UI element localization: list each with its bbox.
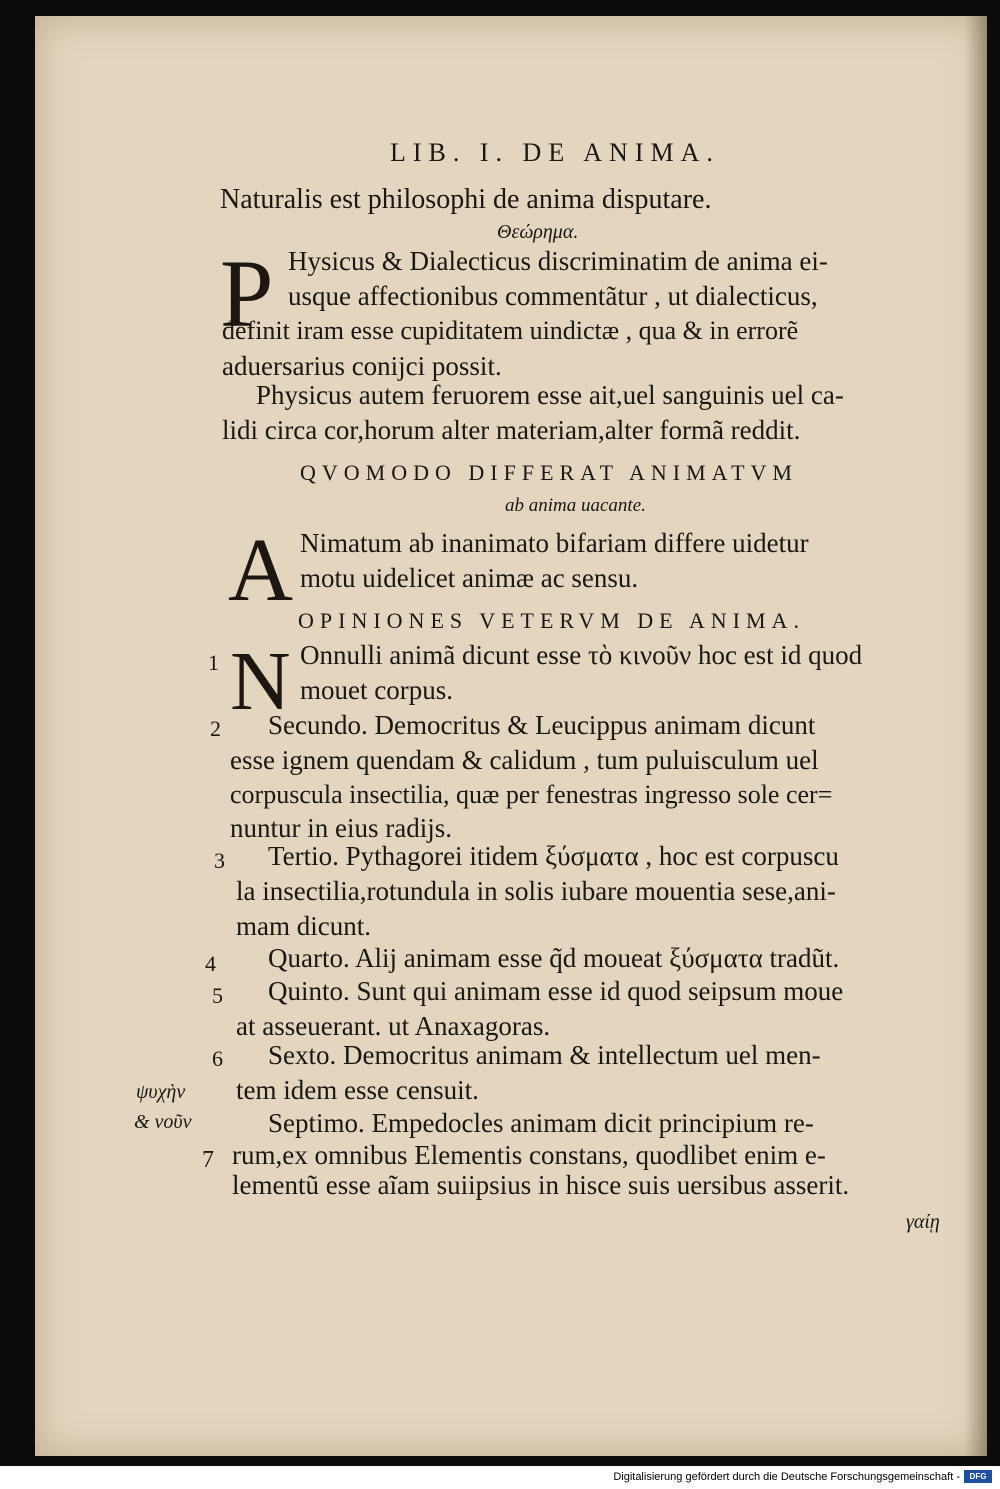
text-line: Quinto. Sunt qui animam esse id quod seipsum moue [268, 976, 844, 1006]
text-line: motu uidelicet animæ ac sensu. [300, 563, 639, 593]
text-line: lementũ esse aĩam suiipsius in hisce suis uersibus asserit. [232, 1170, 850, 1200]
text-line: aduersarius conijci possit. [222, 351, 502, 381]
dropcap-p: P [220, 240, 274, 347]
dfg-logo: DFG [964, 1470, 992, 1483]
section-title: OPINIONES VETERVM DE ANIMA. [298, 608, 805, 633]
text-line: lidi circa cor,horum alter materiam,alter formã reddit. [222, 415, 801, 445]
dropcap-a: A [228, 521, 293, 620]
line-number: 6 [212, 1046, 223, 1071]
text-line: Hysicus & Dialecticus discriminatim de anima ei- [288, 246, 828, 276]
text-line: usque affectionibus commentãtur , ut dialecticus, [288, 281, 818, 311]
text-line: corpuscula insectilia, quæ per fenestras ingresso sole cer= [230, 780, 833, 809]
section-heading: Naturalis est philosophi de anima disputare. [220, 184, 712, 215]
text-line: Quarto. Alij animam esse q̃d moueat ξύσματα tradũt. [268, 943, 840, 973]
text-line: Nimatum ab inanimato bifariam differe uidetur [300, 528, 809, 558]
line-number: 5 [212, 983, 223, 1008]
text-line: Sexto. Democritus animam & intellectum uel men- [268, 1040, 821, 1070]
catchword: γαίῃ [906, 1211, 940, 1233]
theorema-label: Θεώρημα. [497, 221, 579, 243]
running-header: LIB. I. DE ANIMA. [390, 138, 720, 167]
text-line: definit iram esse cupiditatem uindictæ , qua & in errorẽ [222, 316, 799, 345]
text-line: Tertio. Pythagorei itidem ξύσματα , hoc est corpuscu [268, 841, 839, 871]
dropcap-n: N [230, 635, 291, 728]
text-line: tem idem esse censuit. [236, 1075, 479, 1105]
text-line: Physicus autem feruorem esse ait,uel sanguinis uel ca- [256, 380, 844, 410]
text-line: Secundo. Democritus & Leucippus animam dicunt [268, 710, 816, 740]
margin-note: ψυχὴν [136, 1081, 186, 1103]
text-line: esse ignem quendam & calidum , tum puluisculum uel [230, 745, 819, 775]
section-title: QVOMODO DIFFERAT ANIMATVM [300, 460, 798, 485]
text-line: Onnulli animã dicunt esse τὸ κινοῦν hoc est id quod [300, 640, 863, 670]
text-line: la insectilia,rotundula in solis iubare mouentia sese,ani- [236, 876, 836, 906]
digitization-footer [0, 1466, 1000, 1489]
text-line: mam dicunt. [236, 911, 371, 941]
line-number: 3 [214, 848, 225, 873]
text-line: at asseuerant. ut Anaxagoras. [236, 1011, 551, 1041]
section-subtitle: ab anima uacante. [505, 495, 646, 516]
text-line: rum,ex omnibus Elementis constans, quodlibet enim e- [232, 1140, 826, 1170]
text-line: mouet corpus. [300, 675, 453, 705]
text-line: nuntur in eius radijs. [230, 813, 452, 843]
text-line: Septimo. Empedocles animam dicit principium re- [268, 1108, 814, 1138]
line-number: 1 [208, 650, 219, 675]
line-number: 7 [202, 1147, 214, 1173]
margin-note: & νοῦν [134, 1111, 192, 1133]
footer-text: Digitalisierung gefördert durch die Deutsche Forschungsgemeinschaft - [613, 1471, 960, 1483]
line-number: 4 [205, 951, 216, 976]
line-number: 2 [210, 716, 221, 741]
